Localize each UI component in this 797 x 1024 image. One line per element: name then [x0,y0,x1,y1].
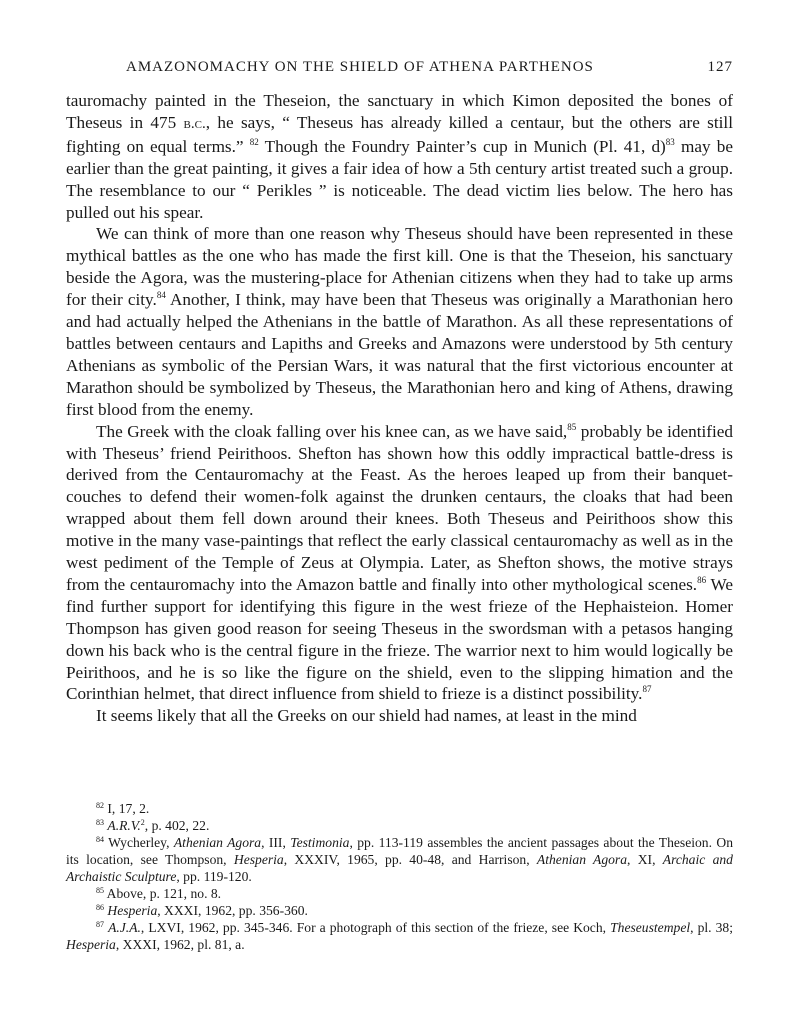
footnote-ref-87: 87 [642,684,652,695]
text-run: probably be identified with Theseus’ friend Peirithoos. Shefton has shown how this oddly impractical battle-dress is derived from the Centauromachy at the Feast. As the heroes leaped up from their banquet-couches to defend their women-folk against the drunken centaurs, the cloaks that had been wrapped about them fell down around their knees. Both Theseus and Peirithoos show this motive in the many vase-paintings that reflect the early classical centauromachy as well as in the west pediment of the Temple of Zeus at Olympia. Later, as Shefton shows, the motive strays from the centauromachy into the Amazon battle and finally into other mythological scenes. [66,421,733,594]
paragraph-3 [66,421,733,706]
text-run: We can think of more than one reason why Theseus should have been represented in these mythical battles as the one who has made the first kill. One is that the Theseion, his sanctuary beside the Agora, was the mustering-place for Athenian citizens when they had to take up arms for their city. [66,224,733,310]
text-run: We find further support for identifying this figure in the west frieze of the Hephaisteion. Homer Thompson has given good reason for seeing Theseus in the swordsman with a petasos hanging down his back who is the central figure in the frieze. The warrior next to him would logically be Peirithoos, and he is so like the figure on the shield, even to the slipping himation and the Corinthian helmet, that direct influence from shield to frieze is a distinct possibility. [66,574,733,704]
footnote-number: 86 [96,903,104,912]
footnote-italic: Archaic and Archaistic Sculpture [66,852,733,884]
bc-abbreviation: b.c. [183,115,206,132]
footnote-italic: Athenian Agora [536,852,628,867]
footnote-italic: Theseustempel [610,920,691,935]
body-text [66,90,733,727]
footnote-86 [66,902,733,919]
footnote-italic: Hesperia [66,937,116,952]
paragraph-4 [66,705,733,727]
footnote-84 [66,834,733,885]
footnote-number: 82 [96,801,104,810]
footnote-text: , pp. 119-120. [176,869,252,884]
footnote-ref-84: 84 [156,290,166,301]
footnote-italic: A.J.A. [108,920,141,935]
footnote-85 [66,885,733,902]
footnote-italic: Hesperia [233,852,284,867]
text-run: may be earlier than the great painting, it gives a fair idea of how a 5th century artist treated such a group. The resemblance to our “ Perikles ” is noticeable. The dead victim lies below. The hero has pulled out his spear. [66,136,733,222]
running-title: AMAZONOMACHY ON THE SHIELD OF ATHENA PARTHENOS [126,59,594,75]
footnote-italic: Testimonia [290,835,350,850]
page-number: 127 [707,59,733,75]
footnote-87 [66,919,733,953]
footnote-italic: Athenian Agora [173,835,262,850]
text-run: tauromachy painted in the Theseion, the sanctuary in which Kimon deposited the bones of Theseus in 475 [66,91,733,132]
footnote-ref-85: 85 [567,421,577,432]
footnote-83 [66,817,733,834]
footnote-ref-86: 86 [697,574,707,585]
footnote-italic: A.R.V. [107,818,141,833]
text-run: Another, I think, may have been that Theseus was originally a Marathonian hero and had actually helped the Athenians in the battle of Marathon. As all these representations of battles between centaurs and Lapiths and Greeks and Amazons were understood by 5th century Athenians as symbolic of the Persian Wars, it was natural that the first victorious encounter at Marathon should be symbolized by Theseus, the Marathonian hero and king of Athens, drawing first blood from the enemy. [66,290,733,419]
footnote-text: , pp. 113-119 assembles the ancient passages about the Theseion. On its location, see Thompson, [66,835,733,867]
footnote-text: Wycherley, [108,835,174,850]
footnote-number: 84 [96,835,104,844]
footnote-text: , XXXI, 1962, pp. 356-360. [157,903,308,918]
footnote-text: , p. 402, 22. [144,818,210,833]
footnote-number: 87 [96,920,104,929]
footnote-text: I, 17, 2. [107,801,150,816]
footnotes [66,800,733,953]
footnote-text: , XXXIV, 1965, pp. 40-48, and Harrison, [283,852,537,867]
text-run: It seems likely that all the Greeks on our shield had names, at least in the mind [96,706,637,726]
footnote-text: Above, p. 121, no. 8. [106,886,222,901]
footnote-text: , III, [261,835,291,850]
footnote-number: 83 [96,818,104,827]
text-run: The Greek with the cloak falling over his knee can, as we have said, [96,421,568,441]
footnote-82 [66,800,733,817]
text-run: Though the Foundry Painter’s cup in Munich (Pl. 41, d) [258,136,666,156]
footnote-text: , LXVI, 1962, pp. 345-346. For a photograph of this section of the frieze, see Koch, [140,920,611,935]
text-run: , he says, “ Theseus has already killed a centaur, but the others are still fighting on equal terms.” [66,112,733,156]
footnote-ref-83: 83 [665,136,675,147]
footnote-text: , XXXI, 1962, pl. 81, a. [115,937,245,952]
footnote-italic: Hesperia [107,903,158,918]
paragraph-2 [66,223,733,420]
footnote-ref-82: 82 [249,136,259,147]
footnote-text: , XI, [627,852,663,867]
footnote-number: 85 [96,886,104,895]
footnote-text: , pl. 38; [690,920,733,935]
edition-superscript: 2 [140,818,145,827]
paragraph-1 [66,90,733,223]
